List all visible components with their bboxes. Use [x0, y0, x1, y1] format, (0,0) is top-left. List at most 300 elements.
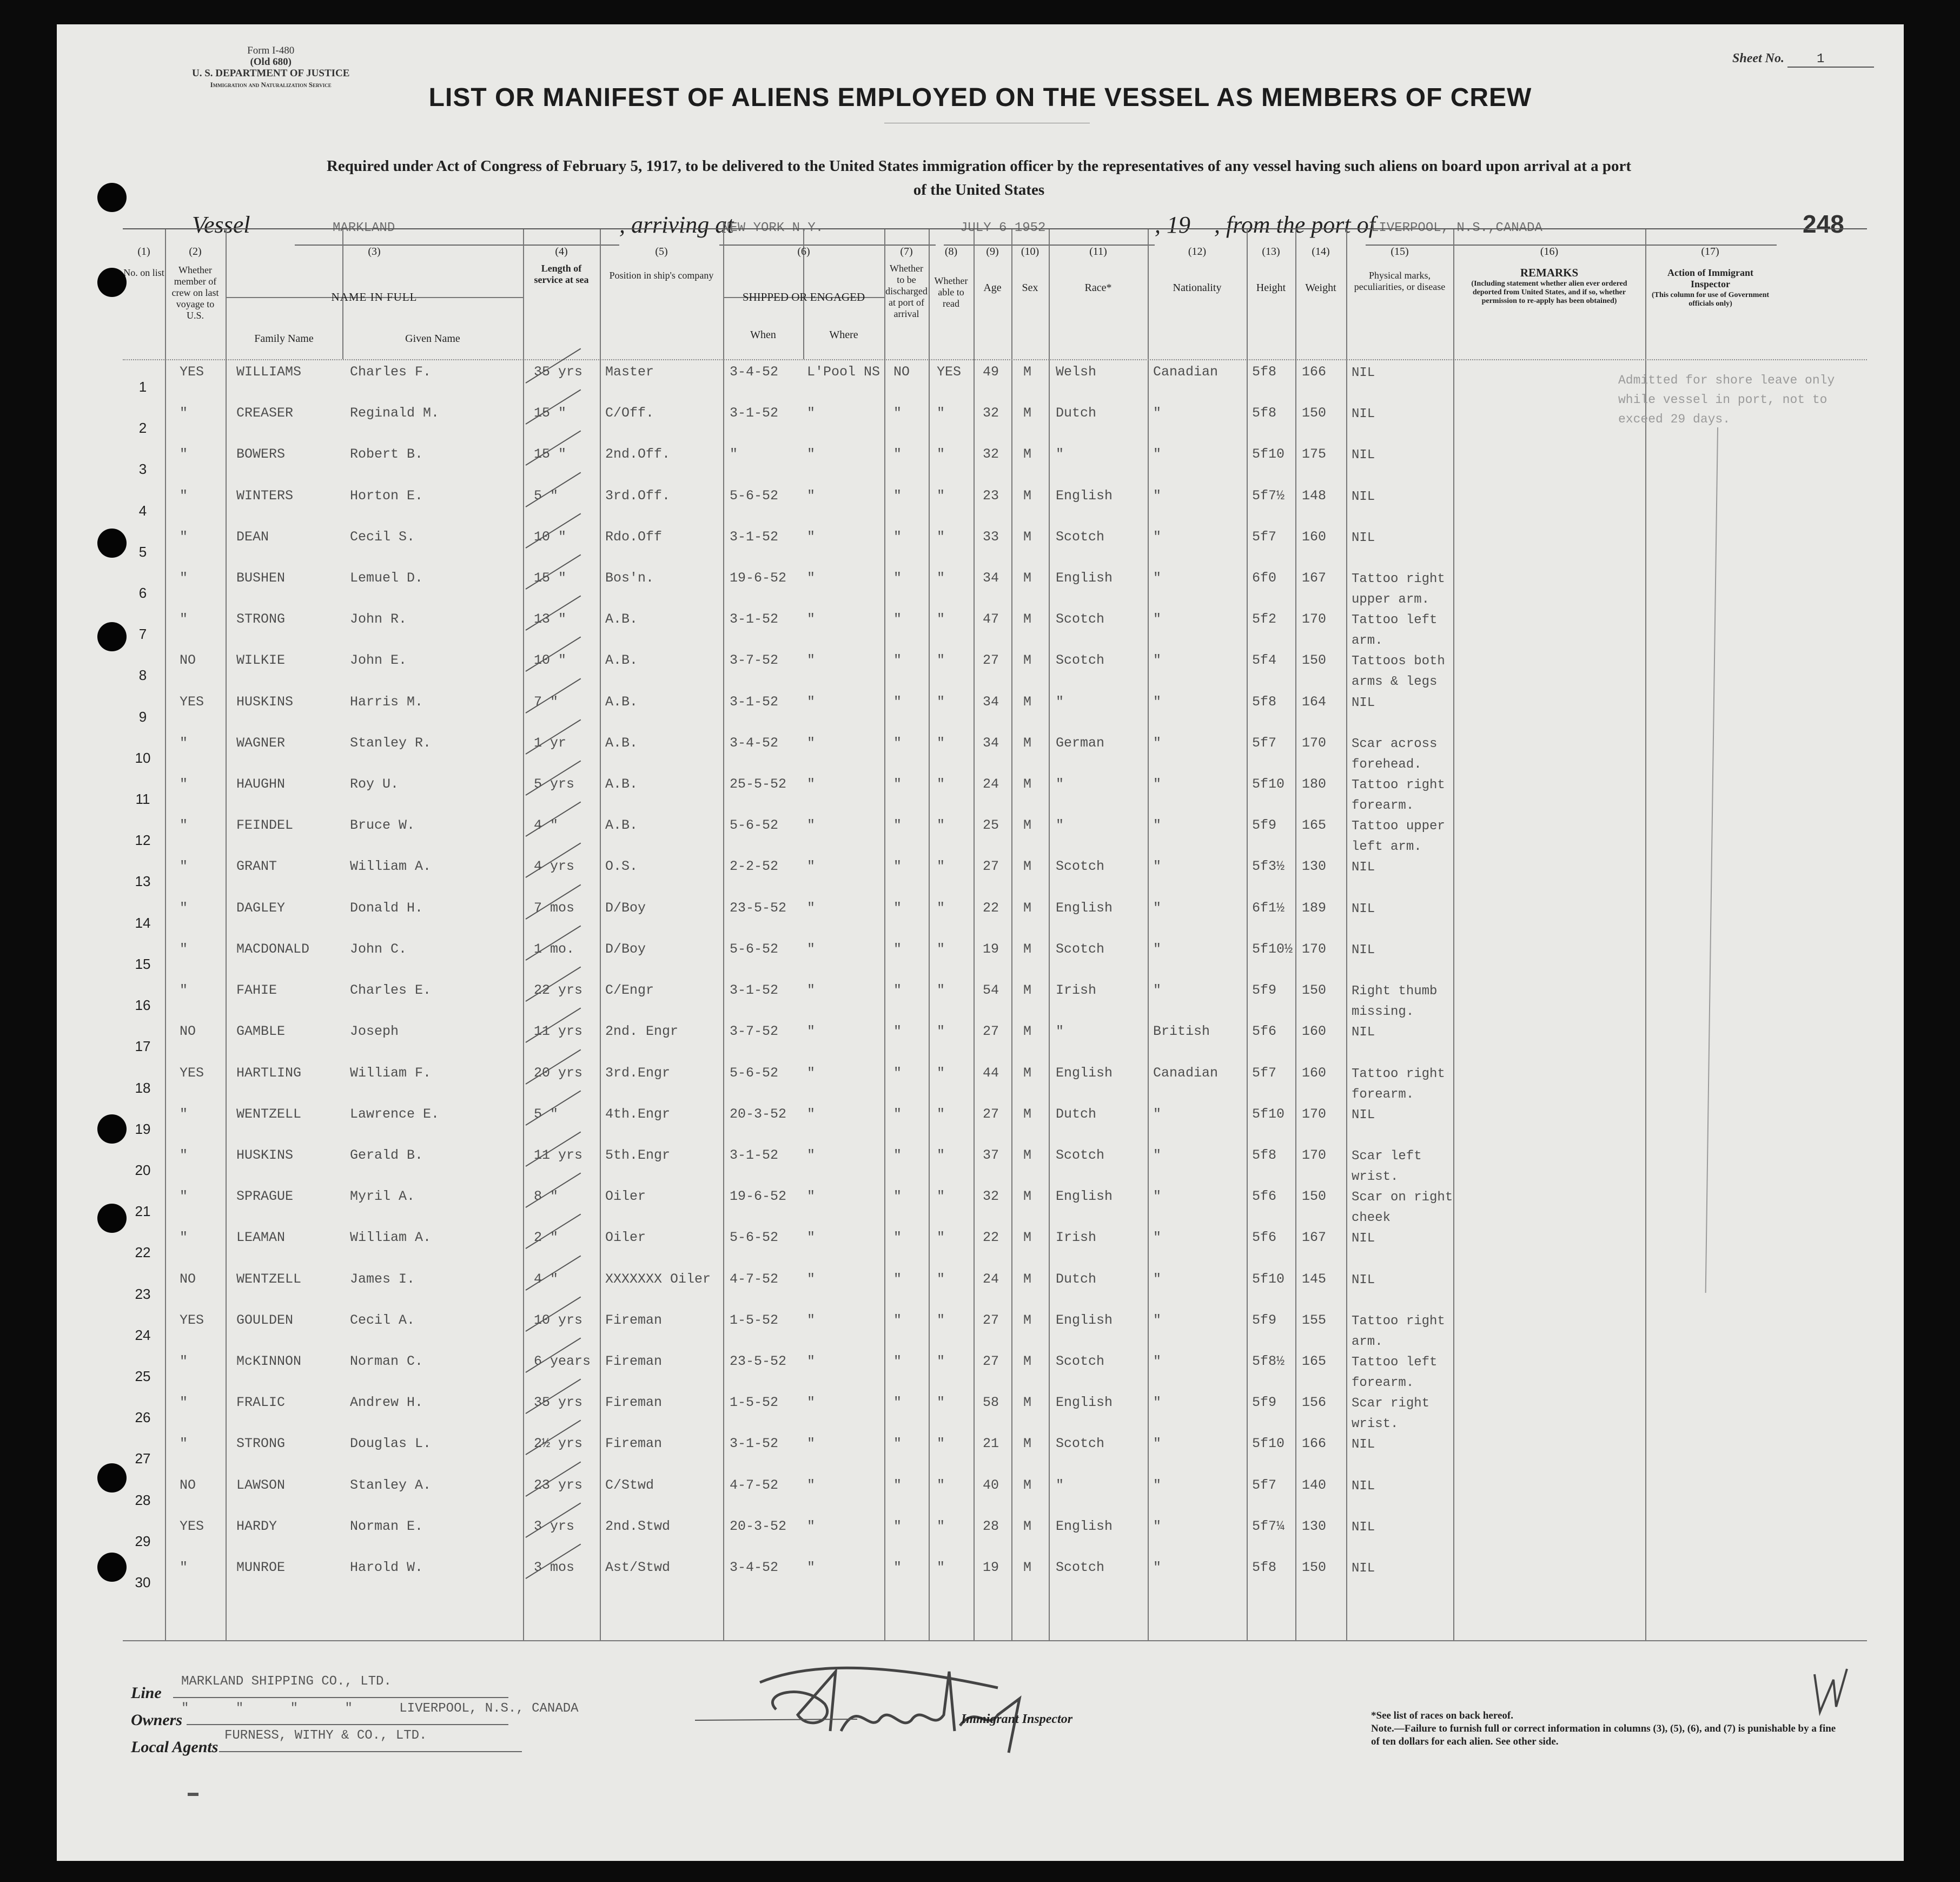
cell-height: 5f6 [1252, 1188, 1277, 1205]
races-note: *See list of races on back hereof. [1371, 1710, 1513, 1721]
col-14-header: Weight [1305, 282, 1336, 294]
cell-where: " [807, 982, 816, 999]
cell-when: 4-7-52 [730, 1271, 779, 1287]
col-divider [165, 229, 166, 1641]
cell-where: " [807, 694, 816, 710]
row-number: 9 [138, 708, 147, 725]
col-3-number: (3) [368, 246, 381, 257]
cell-family: DAGLEY [236, 900, 286, 916]
cell-physical-marks: NIL [1352, 942, 1375, 957]
cell-position: Bos'n. [605, 570, 654, 586]
cell-where: " [807, 817, 816, 834]
row-number: 18 [135, 1079, 151, 1096]
cell-age: 23 [983, 487, 999, 504]
cell-race: Scotch [1056, 1147, 1105, 1163]
cell-nat: " [1153, 900, 1162, 916]
arriving-port: NEW YORK N.Y. [722, 221, 824, 235]
cell-read: " [937, 1353, 945, 1369]
cell-weight: 164 [1302, 694, 1327, 710]
cell-read: " [937, 405, 945, 421]
cell-last: NO [180, 1023, 196, 1040]
owners-value: " " " " LIVERPOOL, N.S., CANADA [181, 1701, 579, 1716]
cell-sex: M [1023, 859, 1032, 875]
vessel-name: MARKLAND [333, 221, 395, 235]
cell-service: 4 yrs [534, 859, 575, 875]
cell-race: " [1056, 1023, 1064, 1040]
cell-when: 2-2-52 [730, 859, 779, 875]
cell-family: FRALIC [236, 1395, 286, 1411]
cell-read: " [937, 1147, 945, 1163]
cell-nat: " [1153, 1188, 1162, 1205]
cell-nat: " [1153, 1230, 1162, 1246]
cell-sex: M [1023, 1106, 1032, 1122]
owners-label: Owners [131, 1711, 183, 1729]
cell-when: 1-5-52 [730, 1312, 779, 1328]
cell-when: 25-5-52 [730, 776, 787, 793]
cell-service: 15 " [534, 446, 567, 463]
cell-family: WILKIE [236, 652, 286, 669]
cell-weight: 155 [1302, 1312, 1327, 1328]
col-5-number: (5) [655, 246, 668, 257]
col-9-header: Age [983, 282, 1002, 294]
cell-physical-marks: NIL [1352, 901, 1375, 916]
cell-nat: " [1153, 776, 1162, 793]
cell-physical-marks: Scar right wrist. [1352, 1396, 1430, 1432]
cell-read: " [937, 446, 945, 463]
cell-sex: M [1023, 1560, 1032, 1575]
cell-disch: NO [893, 364, 910, 380]
cell-last: " [180, 405, 188, 421]
cell-sex: M [1023, 1312, 1032, 1328]
cell-height: 5f8½ [1252, 1353, 1285, 1369]
arriving-label: , arriving at [619, 212, 734, 238]
header-bottom-rule [123, 359, 1867, 360]
cell-given: William A. [350, 859, 432, 875]
cell-last: " [180, 982, 188, 999]
cell-age: 34 [983, 735, 999, 751]
cell-read: " [937, 1230, 945, 1246]
cell-physical-marks: NIL [1352, 1272, 1375, 1287]
cell-when: 3-1-52 [730, 1436, 779, 1452]
cell-given: Cecil A. [350, 1312, 415, 1328]
cell-read: " [937, 817, 945, 834]
cell-when: 23-5-52 [730, 1353, 787, 1369]
cell-height: 5f10 [1252, 1271, 1285, 1287]
cell-weight: 170 [1302, 1147, 1327, 1163]
cell-disch: " [893, 570, 902, 586]
cell-last: " [180, 611, 188, 628]
cell-family: SPRAGUE [236, 1188, 294, 1205]
cell-sex: M [1023, 652, 1032, 669]
cell-physical-marks: NIL [1352, 1025, 1375, 1040]
row-number: 24 [135, 1326, 151, 1343]
cell-height: 5f9 [1252, 1312, 1277, 1328]
cell-when: 3-4-52 [730, 364, 779, 380]
cell-where: L'Pool NS [807, 364, 880, 380]
cell-last: " [180, 1560, 188, 1575]
vessel-label: Vessel [192, 212, 250, 238]
table-bottom-rule [123, 1640, 1867, 1641]
cell-height: 5f6 [1252, 1023, 1277, 1040]
cell-sex: M [1023, 405, 1032, 421]
cell-sex: M [1023, 1518, 1032, 1534]
punch-hole [97, 1204, 127, 1233]
cell-physical-marks: NIL [1352, 1478, 1375, 1494]
col-6-number: (6) [797, 246, 810, 257]
cell-family: GRANT [236, 859, 277, 875]
cell-position: 3rd.Off. [605, 487, 671, 504]
cell-height: 5f9 [1252, 817, 1277, 834]
cell-position: A.B. [605, 735, 638, 751]
cell-weight: 140 [1302, 1477, 1327, 1493]
cell-physical-marks: NIL [1352, 407, 1375, 422]
cell-where: " [807, 1147, 816, 1163]
cell-service: 20 yrs [534, 1065, 583, 1081]
cell-nat: " [1153, 817, 1162, 834]
cell-sex: M [1023, 900, 1032, 916]
cell-service: 2½ yrs [534, 1436, 583, 1452]
cell-race: Scotch [1056, 941, 1105, 957]
cell-disch: " [893, 1436, 902, 1452]
col-8-header: Whether able to read [934, 275, 968, 309]
cell-age: 22 [983, 1230, 999, 1246]
col-16-header: REMARKS [1520, 266, 1579, 279]
cell-read: " [937, 1188, 945, 1205]
cell-race: Scotch [1056, 1353, 1105, 1369]
cell-disch: " [893, 1312, 902, 1328]
cell-race: Irish [1056, 982, 1097, 999]
col-12-header: Nationality [1173, 282, 1222, 294]
cell-family: GOULDEN [236, 1312, 294, 1328]
cell-sex: M [1023, 1477, 1032, 1493]
cell-race: Scotch [1056, 1436, 1105, 1452]
cell-position: C/Engr [605, 982, 654, 999]
cell-service: 5 " [534, 487, 559, 504]
cell-weight: 167 [1302, 570, 1327, 586]
cell-when: 19-6-52 [730, 1188, 787, 1205]
cell-family: WENTZELL [236, 1271, 302, 1287]
from-port-label: , from the port of [1214, 212, 1375, 238]
col-divider [600, 229, 601, 1641]
cell-service: 7 mos [534, 900, 575, 916]
cell-position: Master [605, 364, 654, 380]
row-number: 22 [135, 1244, 151, 1261]
cell-where: " [807, 1065, 816, 1081]
cell-read: " [937, 1518, 945, 1534]
cell-nat: " [1153, 1477, 1162, 1493]
cell-last: YES [180, 1065, 204, 1081]
cell-family: HARDY [236, 1518, 277, 1534]
sheet-number [1732, 51, 1824, 67]
cell-disch: " [893, 941, 902, 957]
cell-position: D/Boy [605, 900, 646, 916]
cell-nat: " [1153, 1518, 1162, 1534]
shipped-where-header: Where [829, 329, 858, 341]
cell-sex: M [1023, 1271, 1032, 1287]
printer-mark [187, 1791, 200, 1799]
cell-service: 5 yrs [534, 776, 575, 793]
cell-position: Fireman [605, 1395, 663, 1411]
col-2-header: Whether member of crew on last voyage to U.S. [171, 265, 219, 321]
cell-disch: " [893, 859, 902, 875]
cell-sex: M [1023, 529, 1032, 545]
cell-race: German [1056, 735, 1105, 751]
cell-where: " [807, 941, 816, 957]
punch-hole [97, 183, 127, 212]
cell-given: Joseph [350, 1023, 399, 1040]
cell-family: HARTLING [236, 1065, 302, 1081]
cell-read: " [937, 487, 945, 504]
manifest-sheet [57, 24, 1904, 1861]
cell-physical-marks: Tattoo left forearm. [1352, 1355, 1438, 1390]
cell-when: 5-6-52 [730, 941, 779, 957]
cell-position: Rdo.Off [605, 529, 663, 545]
cell-race: Scotch [1056, 1560, 1105, 1575]
cell-age: 44 [983, 1065, 999, 1081]
cell-sex: M [1023, 1023, 1032, 1040]
row-number: 1 [138, 379, 147, 395]
cell-last: " [180, 487, 188, 504]
cell-weight: 150 [1302, 982, 1327, 999]
cell-physical-marks: NIL [1352, 1231, 1375, 1246]
cell-physical-marks: Tattoo right upper arm. [1352, 572, 1445, 607]
cell-weight: 156 [1302, 1395, 1327, 1411]
col-7-number: (7) [900, 246, 913, 257]
cell-disch: " [893, 900, 902, 916]
cell-position: D/Boy [605, 941, 646, 957]
cell-position: Ast/Stwd [605, 1560, 671, 1575]
cell-height: 5f10 [1252, 1106, 1285, 1122]
cell-family: WILLIAMS [236, 364, 302, 380]
cell-age: 19 [983, 1560, 999, 1575]
cell-position: A.B. [605, 694, 638, 710]
cell-nat: " [1153, 405, 1162, 421]
cell-family: WINTERS [236, 487, 294, 504]
col-4-number: (4) [555, 246, 568, 257]
local-agents-label: Local Agents [131, 1738, 218, 1756]
cell-last: " [180, 1353, 188, 1369]
col-divider [1011, 229, 1012, 1641]
row-number: 13 [135, 873, 151, 890]
cell-read: " [937, 1560, 945, 1575]
cell-when: 23-5-52 [730, 900, 787, 916]
cell-last: " [180, 446, 188, 463]
cell-family: STRONG [236, 1436, 286, 1452]
cell-height: 5f2 [1252, 611, 1277, 628]
cell-where: " [807, 1106, 816, 1122]
cell-age: 27 [983, 1106, 999, 1122]
row-number: 27 [135, 1450, 151, 1467]
cell-physical-marks: Tattoos both arms & legs [1352, 654, 1445, 690]
cell-when: 4-7-52 [730, 1477, 779, 1493]
cell-where: " [807, 859, 816, 875]
cell-where: " [807, 611, 816, 628]
cell-service: 23 yrs [534, 1477, 583, 1493]
cell-last: NO [180, 1477, 196, 1493]
cell-sex: M [1023, 735, 1032, 751]
punch-hole [97, 529, 127, 558]
cell-last: YES [180, 364, 204, 380]
cell-disch: " [893, 529, 902, 545]
col-15-header: Physical marks, peculiarities, or disease [1354, 270, 1446, 292]
cell-family: HUSKINS [236, 694, 294, 710]
col-14-number: (14) [1312, 246, 1330, 257]
cell-given: Lemuel D. [350, 570, 423, 586]
row-number: 30 [135, 1574, 151, 1590]
cell-given: Stanley R. [350, 735, 432, 751]
cell-disch: " [893, 611, 902, 628]
cell-disch: " [893, 1560, 902, 1575]
cell-position: 2nd.Off. [605, 446, 671, 463]
cell-height: 5f8 [1252, 364, 1277, 380]
cell-height: 5f6 [1252, 1230, 1277, 1246]
cell-read: " [937, 652, 945, 669]
cell-age: 40 [983, 1477, 999, 1493]
cell-sex: M [1023, 1065, 1032, 1081]
form-number: Form I-480 [247, 45, 295, 56]
sheet-number-value: 1 [1817, 52, 1825, 67]
row-number: 15 [135, 955, 151, 972]
cell-disch: " [893, 776, 902, 793]
cell-last: YES [180, 1312, 204, 1328]
row-number: 26 [135, 1409, 151, 1426]
punch-hole [97, 1553, 127, 1582]
cell-race: English [1056, 1188, 1113, 1205]
cell-weight: 189 [1302, 900, 1327, 916]
cell-age: 58 [983, 1395, 999, 1411]
cell-nat: " [1153, 694, 1162, 710]
cell-physical-marks: NIL [1352, 1561, 1375, 1576]
cell-family: CREASER [236, 405, 294, 421]
page-subtitle [181, 154, 1777, 202]
col-16-note: (Including statement whether alien ever ordered deported from United States, and if so, whether permission to re-apply has been obtained) [1471, 280, 1627, 305]
cell-read: " [937, 529, 945, 545]
cell-given: Douglas L. [350, 1436, 432, 1452]
cell-weight: 167 [1302, 1230, 1327, 1246]
cell-given: Robert B. [350, 446, 423, 463]
cell-sex: M [1023, 941, 1032, 957]
cell-position: O.S. [605, 859, 638, 875]
cell-last: " [180, 1436, 188, 1452]
cell-physical-marks: NIL [1352, 366, 1375, 380]
cell-read: " [937, 941, 945, 957]
row-number: 19 [135, 1120, 151, 1137]
cell-age: 21 [983, 1436, 999, 1452]
col-divider [723, 229, 724, 1641]
cell-physical-marks: Tattoo upper left arm. [1352, 819, 1445, 855]
cell-service: 8 " [534, 1188, 559, 1205]
sheet-number-underline [1787, 67, 1874, 68]
col-5-header: Position in ship's company [609, 270, 714, 281]
cell-family: DEAN [236, 529, 269, 545]
cell-race: English [1056, 487, 1113, 504]
cell-weight: 130 [1302, 1518, 1327, 1534]
cell-race: " [1056, 694, 1064, 710]
col-8-number: (8) [944, 246, 958, 257]
cell-race: " [1056, 817, 1064, 834]
cell-physical-marks: Scar left wrist. [1352, 1148, 1422, 1184]
cell-position: A.B. [605, 817, 638, 834]
cell-weight: 180 [1302, 776, 1327, 793]
cell-when: 3-4-52 [730, 735, 779, 751]
cell-nat: " [1153, 570, 1162, 586]
cell-race: " [1056, 446, 1064, 463]
cell-physical-marks: NIL [1352, 1437, 1375, 1452]
cell-position: A.B. [605, 652, 638, 669]
cell-race: Welsh [1056, 364, 1097, 380]
cell-where: " [807, 529, 816, 545]
cell-physical-marks: Tattoo left arm. [1352, 613, 1438, 649]
cell-when: 3-4-52 [730, 1560, 779, 1575]
punch-hole [97, 1463, 127, 1493]
cell-family: BUSHEN [236, 570, 286, 586]
cell-physical-marks: Right thumb missing. [1352, 984, 1438, 1020]
cell-height: 5f9 [1252, 982, 1277, 999]
cell-given: Horton E. [350, 487, 423, 504]
cell-weight: 166 [1302, 1436, 1327, 1452]
cell-weight: 170 [1302, 611, 1327, 628]
cell-read: " [937, 1106, 945, 1122]
cell-position: XXXXXXX Oiler [605, 1271, 711, 1287]
cell-when: 3-1-52 [730, 405, 779, 421]
col-9-number: (9) [986, 246, 999, 257]
cell-disch: " [893, 1353, 902, 1369]
cell-height: 5f7¼ [1252, 1518, 1285, 1534]
cell-family: HUSKINS [236, 1147, 294, 1163]
cell-family: HAUGHN [236, 776, 286, 793]
cell-when: 3-1-52 [730, 694, 779, 710]
row-number: 6 [138, 585, 147, 602]
cell-given: John E. [350, 652, 407, 669]
cell-service: 3 mos [534, 1560, 575, 1575]
local-agents-underline [219, 1751, 522, 1752]
cell-disch: " [893, 1395, 902, 1411]
row-number: 14 [135, 914, 151, 931]
cell-where: " [807, 1560, 816, 1575]
cell-sex: M [1023, 1188, 1032, 1205]
row-number: 2 [138, 420, 147, 437]
cell-where: " [807, 652, 816, 669]
cell-read: " [937, 1312, 945, 1328]
cell-race: Scotch [1056, 611, 1105, 628]
cell-read: " [937, 982, 945, 999]
cell-nat: " [1153, 941, 1162, 957]
cell-age: 27 [983, 859, 999, 875]
cell-sex: M [1023, 364, 1032, 380]
cell-read: " [937, 1477, 945, 1493]
cell-family: WENTZELL [236, 1106, 302, 1122]
cell-nat: British [1153, 1023, 1210, 1040]
cell-read: " [937, 1023, 945, 1040]
cell-when: 1-5-52 [730, 1395, 779, 1411]
cell-height: 5f8 [1252, 405, 1277, 421]
cell-given: Stanley A. [350, 1477, 432, 1493]
cell-family: LAWSON [236, 1477, 286, 1493]
cell-read: " [937, 1436, 945, 1452]
cell-physical-marks: NIL [1352, 530, 1375, 545]
cell-family: LEAMAN [236, 1230, 286, 1246]
cell-family: STRONG [236, 611, 286, 628]
cell-read: " [937, 735, 945, 751]
cell-last: " [180, 859, 188, 875]
cell-position: 5th.Engr [605, 1147, 671, 1163]
cell-weight: 150 [1302, 652, 1327, 669]
cell-race: Scotch [1056, 529, 1105, 545]
cell-nat: " [1153, 1106, 1162, 1122]
cell-where: " [807, 487, 816, 504]
col-13-header: Height [1256, 282, 1286, 294]
arrival-date: JULY 6 1952 [960, 221, 1046, 235]
